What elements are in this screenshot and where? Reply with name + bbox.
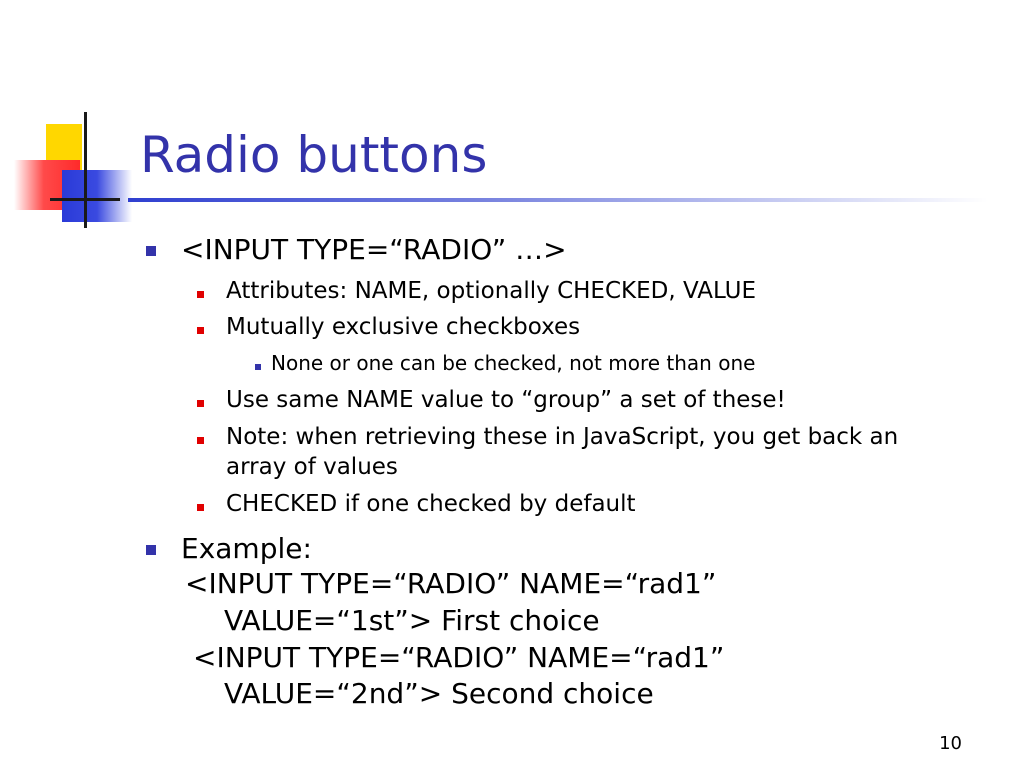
bullet-mutually-exclusive: Mutually exclusive checkboxes bbox=[226, 314, 581, 340]
bullet-none-or-one: None or one can be checked, not more than one bbox=[271, 351, 756, 375]
bullet-input-radio: <INPUT TYPE=“RADIO” …> bbox=[181, 233, 567, 266]
bullet-checked-default: CHECKED if one checked by default bbox=[226, 491, 636, 517]
bullet-attributes: Attributes: NAME, optionally CHECKED, VALUE bbox=[226, 278, 756, 304]
example-line-2: VALUE=“1st”> First choice bbox=[224, 604, 600, 637]
bullet-level2 bbox=[197, 504, 204, 511]
slide-title: Radio buttons bbox=[140, 126, 488, 184]
bullet-note-javascript: Note: when retrieving these in JavaScript, you get back an bbox=[226, 424, 899, 450]
bullet-same-name: Use same NAME value to “group” a set of these! bbox=[226, 387, 786, 413]
bullet-level1 bbox=[146, 246, 156, 256]
bullet-level2 bbox=[197, 437, 204, 444]
bullet-level2 bbox=[197, 400, 204, 407]
bullet-level2 bbox=[197, 291, 204, 298]
example-line-3: <INPUT TYPE=“RADIO” NAME=“rad1” bbox=[193, 641, 725, 674]
example-label: Example: bbox=[181, 532, 312, 565]
page-number: 10 bbox=[939, 733, 962, 754]
example-line-1: <INPUT TYPE=“RADIO” NAME=“rad1” bbox=[185, 567, 717, 600]
example-line-4: VALUE=“2nd”> Second choice bbox=[224, 677, 654, 710]
bullet-note-javascript-cont: array of values bbox=[226, 454, 398, 480]
bullet-level1 bbox=[146, 545, 156, 555]
bullet-level3 bbox=[255, 364, 261, 370]
bullet-level2 bbox=[197, 327, 204, 334]
